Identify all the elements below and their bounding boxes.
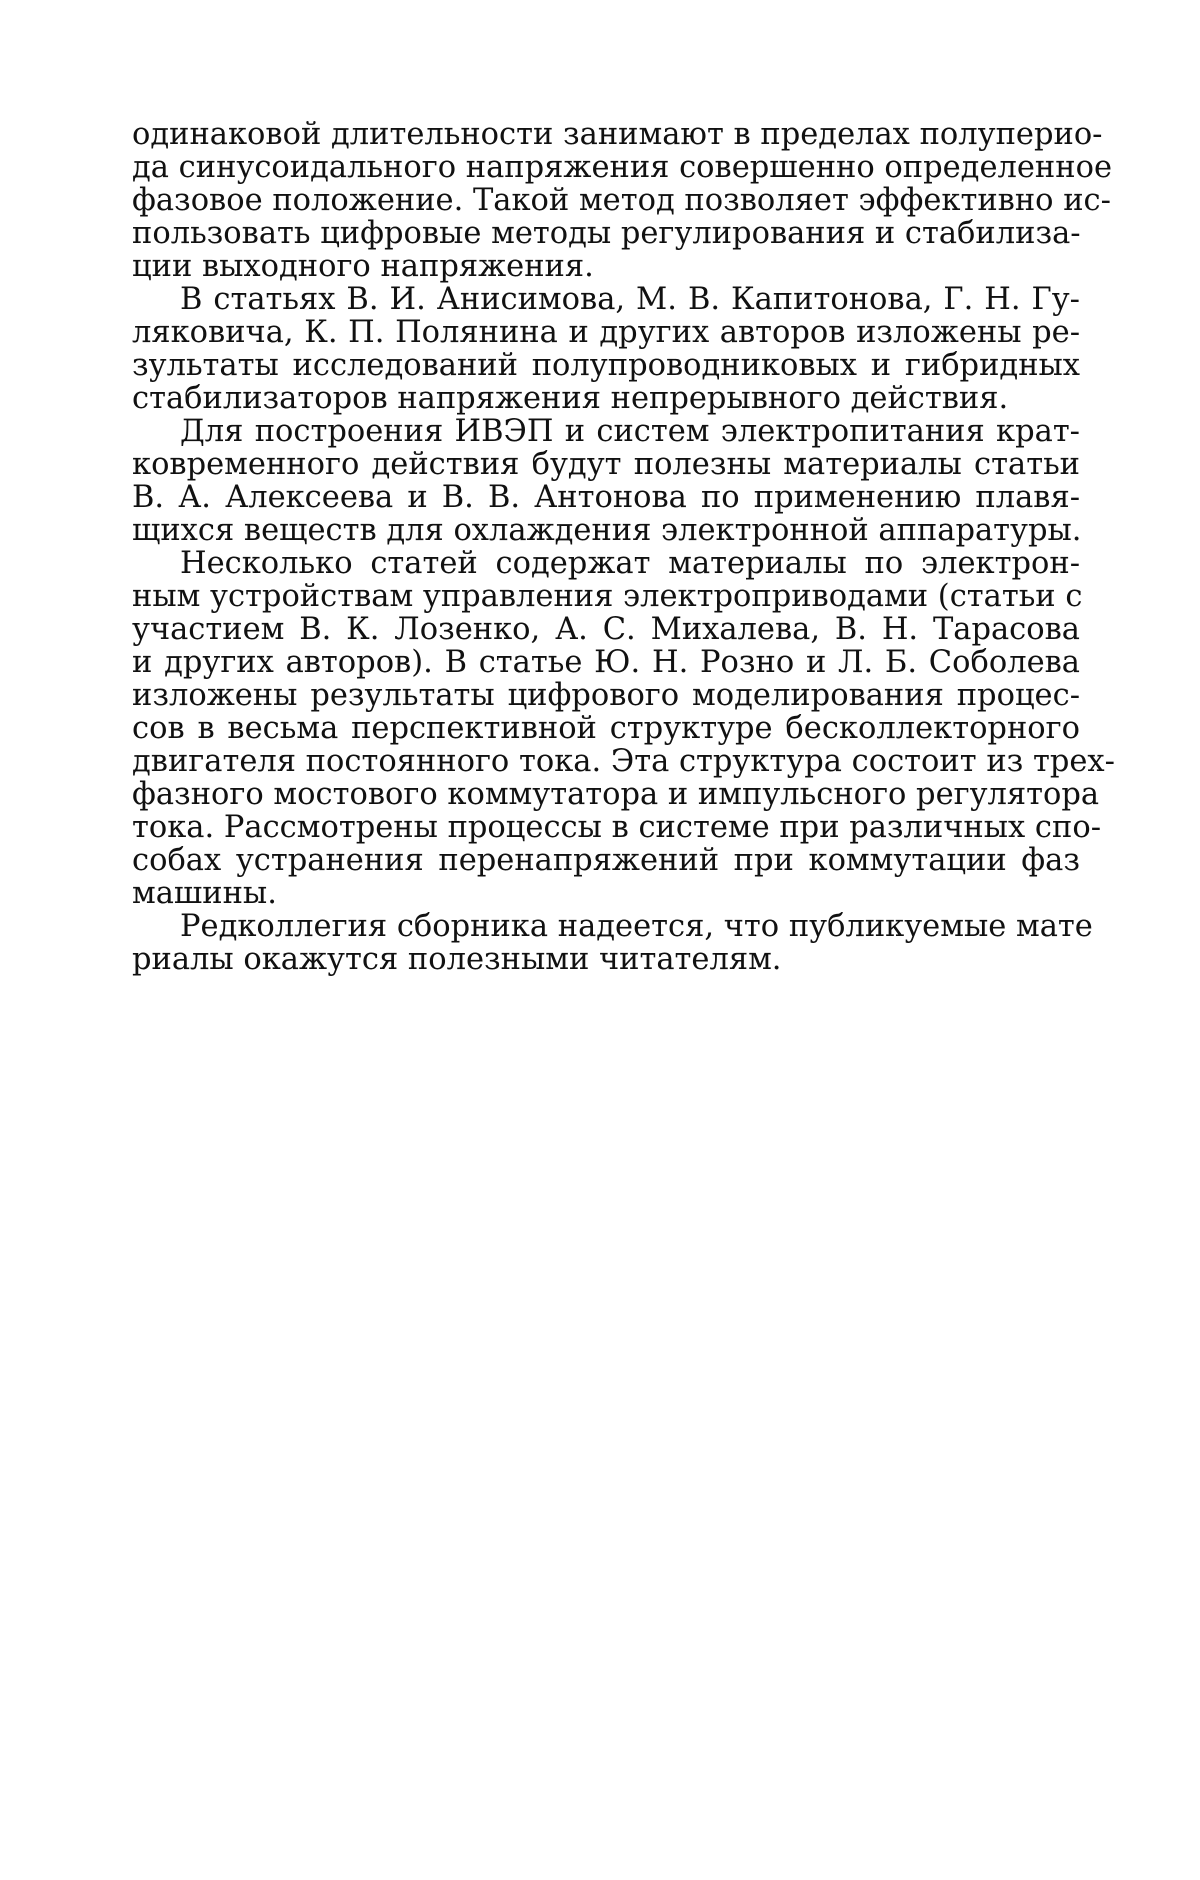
text-line: риалы окажутся полезными читателям.: [132, 942, 782, 977]
text-line: Для построения ИВЭП и систем электропитания крат-: [180, 414, 1080, 449]
text-line: Редколлегия сборника надеется, что публикуемые мате: [180, 909, 1093, 944]
text-line: собах устранения перенапряжений при коммутации фаз: [132, 843, 1080, 878]
text-line: В. А. Алексеева и В. В. Антонова по применению плавя-: [132, 480, 1080, 515]
text-line: В статьях В. И. Анисимова, М. В. Капитонова, Г. Н. Гу-: [180, 282, 1080, 317]
text-line: зультаты исследований полупроводниковых и гибридных: [132, 348, 1080, 383]
text-line: одинаковой длительности занимают в пределах полуперио-: [132, 117, 1103, 152]
text-line: и других авторов). В статье Ю. Н. Розно и Л. Б. Соболева: [132, 645, 1080, 680]
text-line: ковременного действия будут полезны материалы статьи: [132, 447, 1080, 482]
text-line: стабилизаторов напряжения непрерывного действия.: [132, 381, 1009, 416]
text-line: Несколько статей содержат материалы по электрон-: [180, 546, 1080, 581]
text-line: фазовое положение. Такой метод позволяет эффективно ис-: [132, 183, 1111, 218]
text-line: ным устройствам управления электроприводами (статьи с: [132, 579, 1083, 614]
text-line: ции выходного напряжения.: [132, 249, 594, 284]
paragraph-5: [132, 909, 1093, 977]
text-line: да синусоидального напряжения совершенно определенное: [132, 150, 1112, 185]
text-line: машины.: [132, 876, 277, 911]
paragraph-3: [132, 415, 1080, 547]
paragraph-2: [132, 283, 1080, 415]
text-line: ляковича, К. П. Полянина и других авторов изложены ре-: [132, 315, 1080, 350]
text-line: щихся веществ для охлаждения электронной аппаратуры.: [132, 513, 1082, 548]
paragraph-4: [132, 546, 1115, 911]
body-text: [132, 117, 1115, 977]
text-line: сов в весьма перспективной структуре бесколлекторного: [132, 711, 1080, 746]
text-line: двигателя постоянного тока. Эта структура состоит из трех-: [132, 744, 1115, 779]
text-line: участием В. К. Лозенко, А. С. Михалева, В. Н. Тарасова: [132, 612, 1080, 647]
text-line: фазного мостового коммутатора и импульсного регулятора: [132, 777, 1100, 812]
paragraph-1: [132, 117, 1112, 284]
text-line: изложены результаты цифрового моделирования процес-: [132, 678, 1080, 713]
text-line: пользовать цифровые методы регулирования и стабилиза-: [132, 216, 1081, 251]
text-line: тока. Рассмотрены процессы в системе при различных спо-: [132, 810, 1102, 845]
